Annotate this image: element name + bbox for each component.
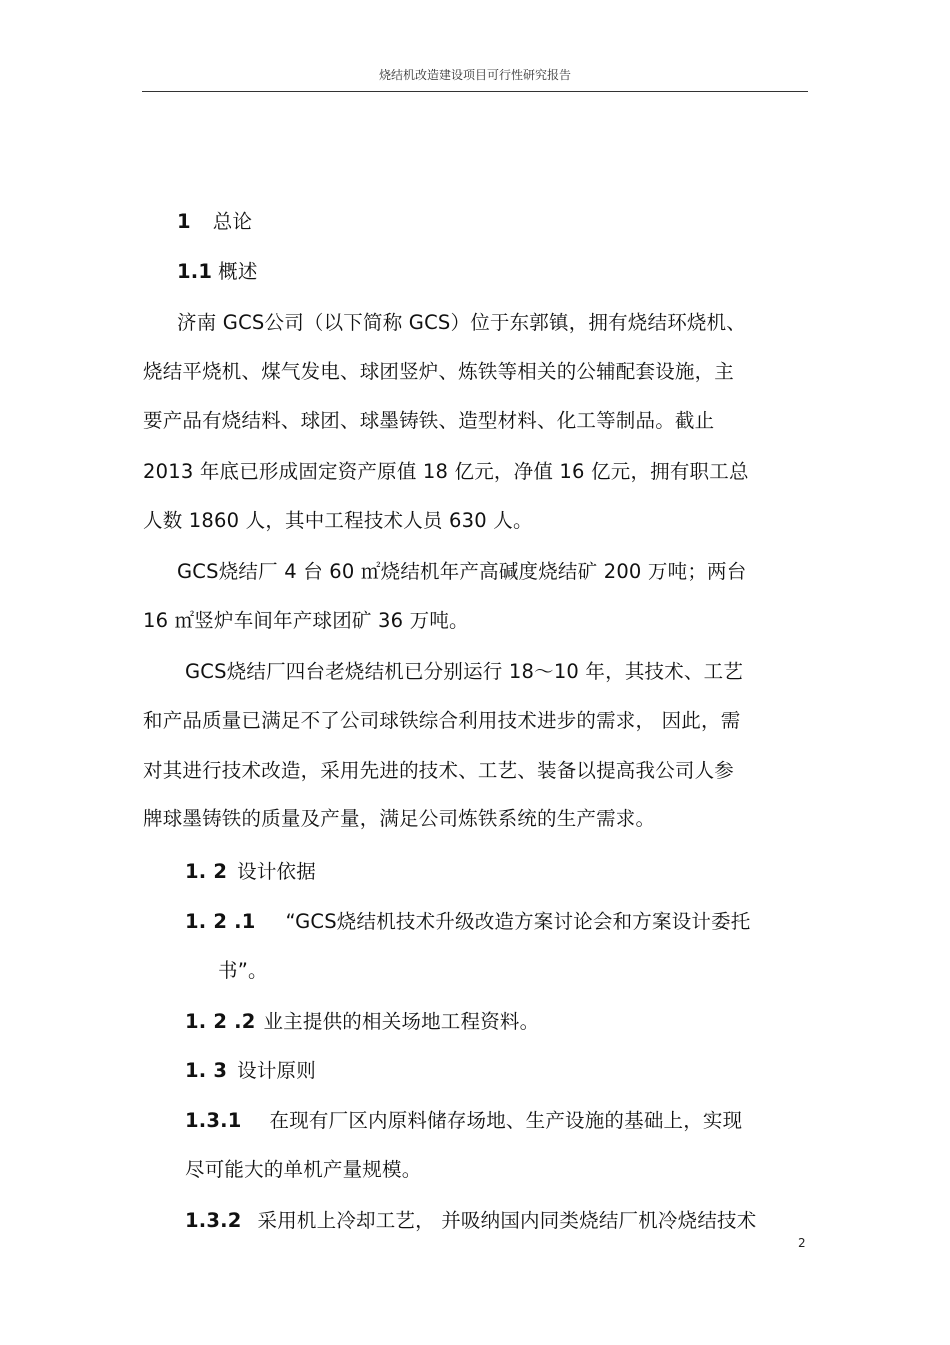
item-1-2-1-number: 1. 2 .1 bbox=[185, 910, 256, 933]
reason-line-3: 对其进行技术改造，采用先进的技术、工艺、装备以提高我公司人参 bbox=[143, 759, 735, 782]
page-number: 2 bbox=[798, 1236, 806, 1250]
heading-1-number: 1 bbox=[177, 210, 191, 233]
capacity-line-2: 16 ㎡竖炉车间年产球团矿 36 万吨。 bbox=[143, 609, 469, 632]
item-1-3-1 bbox=[185, 1105, 742, 1133]
intro-line-5: 人数 1860 人，其中工程技术人员 630 人。 bbox=[143, 509, 533, 532]
section-1-3-heading bbox=[185, 1055, 316, 1083]
item-1-2-2-text: 业主提供的相关场地工程资料。 bbox=[263, 1010, 540, 1033]
item-1-3-1-number: 1.3.1 bbox=[185, 1109, 242, 1132]
item-1-3-1-continued: 尽可能大的单机产量规模。 bbox=[185, 1158, 422, 1181]
section-1-3-number: 1. 3 bbox=[185, 1059, 228, 1082]
heading-1-title: 总论 bbox=[212, 210, 253, 233]
item-1-2-2-number: 1. 2 .2 bbox=[185, 1010, 256, 1033]
reason-line-1: GCS烧结厂四台老烧结机已分别运行 18～10 年，其技术、工艺 bbox=[185, 660, 744, 683]
header-divider bbox=[142, 91, 808, 92]
section-1-1-number: 1.1 bbox=[177, 260, 213, 283]
item-1-3-2-number: 1.3.2 bbox=[185, 1209, 242, 1232]
item-1-3-1-text: 在现有厂区内原料储存场地、生产设施的基础上，实现 bbox=[269, 1109, 743, 1132]
intro-line-1: 济南 GCS公司（以下简称 GCS）位于东郭镇，拥有烧结环烧机、 bbox=[177, 311, 747, 334]
section-1-2-number: 1. 2 bbox=[185, 860, 228, 883]
section-1-2-title: 设计依据 bbox=[237, 860, 316, 883]
section-1-1-heading bbox=[177, 256, 258, 284]
item-1-2-1-continued: 书”。 bbox=[218, 959, 268, 982]
section-1-3-title: 设计原则 bbox=[237, 1059, 316, 1082]
section-1-1-title: 概述 bbox=[218, 260, 258, 283]
intro-line-3: 要产品有烧结料、球团、球墨铸铁、造型材料、化工等制品。截止 bbox=[143, 409, 715, 432]
reason-line-4: 牌球墨铸铁的质量及产量，满足公司炼铁系统的生产需求。 bbox=[143, 807, 656, 830]
section-1-2-heading bbox=[185, 856, 316, 884]
capacity-line-1: GCS烧结厂 4 台 60 ㎡烧结机年产高碱度烧结矿 200 万吨；两台 bbox=[177, 560, 747, 583]
header-title: 烧结机改造建设项目可行性研究报告 bbox=[378, 68, 571, 82]
reason-line-2: 和产品质量已满足不了公司球铁综合利用技术进步的需求， 因此，需 bbox=[143, 709, 741, 732]
item-1-2-1 bbox=[185, 906, 751, 934]
item-1-2-2 bbox=[185, 1006, 539, 1034]
intro-line-4: 2013 年底已形成固定资产原值 18 亿元，净值 16 亿元，拥有职工总 bbox=[143, 460, 749, 483]
item-1-3-2 bbox=[185, 1205, 756, 1233]
intro-line-2: 烧结平烧机、煤气发电、球团竖炉、炼铁等相关的公辅配套设施，主 bbox=[143, 360, 735, 383]
heading-1 bbox=[177, 206, 252, 234]
item-1-3-2-text: 采用机上冷却工艺， 并吸纳国内同类烧结厂机冷烧结技术 bbox=[257, 1209, 757, 1232]
item-1-2-1-text: “GCS烧结机技术升级改造方案讨论会和方案设计委托 bbox=[285, 910, 751, 933]
